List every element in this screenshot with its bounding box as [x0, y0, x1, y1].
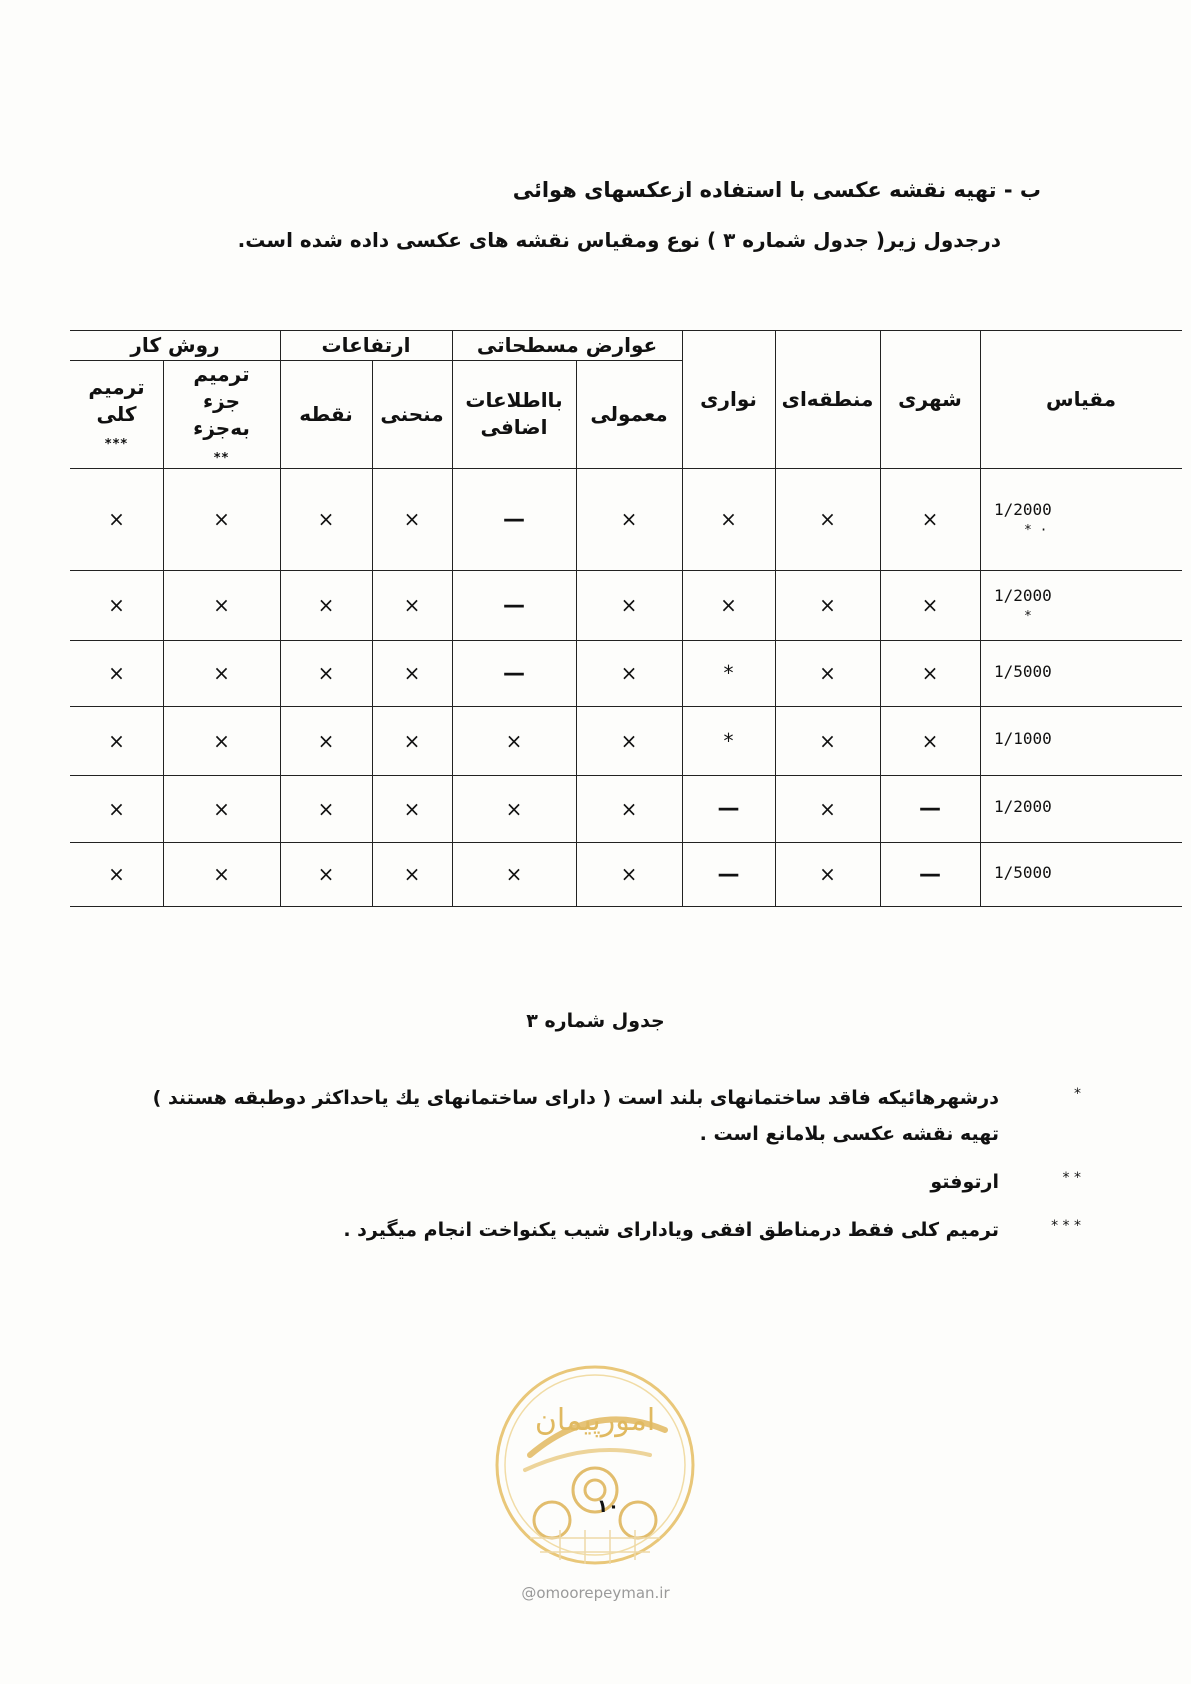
- cell-urban: —: [919, 861, 941, 887]
- cell-strip: —: [717, 796, 740, 821]
- cell-point: ×: [317, 862, 335, 886]
- cell-with-extra-info: ×: [505, 728, 523, 753]
- header-surface-features: عوارض مسطحاتی: [476, 332, 658, 357]
- cell-urban: ×: [921, 728, 939, 753]
- footnote-3: [141, 1212, 1081, 1248]
- cell-partial-correction: ×: [213, 796, 230, 821]
- cell-partial-correction: ×: [213, 862, 230, 886]
- cell-scale: [980, 570, 1182, 640]
- cell-partial-correction: ×: [213, 661, 230, 685]
- cell-partial-correction: ×: [213, 507, 230, 531]
- header-urban: شهری: [898, 386, 962, 411]
- scale-value: 1/2000: [994, 500, 1052, 519]
- footnote-1: [141, 1080, 1081, 1152]
- cell-curve: ×: [403, 862, 421, 886]
- scale-type-table: [70, 330, 1182, 976]
- cell-urban: —: [919, 796, 941, 821]
- cell-urban: ×: [921, 507, 939, 531]
- cell-curve: ×: [403, 661, 421, 685]
- header-partial-correction: [163, 360, 280, 468]
- header-ordinary: معمولی: [590, 401, 668, 426]
- cell-strip: ×: [720, 593, 737, 617]
- cell-regional: ×: [819, 507, 836, 531]
- cell-full-correction: ×: [108, 862, 125, 886]
- page-number: ۱۰: [597, 1496, 619, 1517]
- cell-point: ×: [317, 728, 335, 753]
- scale-note: * ·: [1024, 523, 1048, 538]
- footnotes: [141, 1080, 1081, 1260]
- cell-ordinary: ×: [620, 728, 638, 753]
- header-with-extra-info: بااطلاعات اضافی: [465, 388, 563, 439]
- cell-strip: *: [723, 728, 734, 753]
- header-full-correction-stars: ***: [104, 437, 129, 453]
- scale-value: 1/2000: [994, 797, 1052, 816]
- cell-urban: ×: [921, 661, 939, 685]
- scale-note: *: [1024, 609, 1032, 624]
- cell-curve: ×: [403, 728, 421, 753]
- footnote-2-symbol: * *: [1062, 1170, 1081, 1187]
- cell-ordinary: ×: [620, 507, 638, 531]
- cell-regional: ×: [819, 796, 836, 821]
- cell-regional: ×: [819, 661, 836, 685]
- cell-point: ×: [317, 661, 335, 685]
- header-elevations: ارتفاعات: [321, 332, 411, 357]
- cell-strip: *: [723, 661, 734, 685]
- cell-urban: ×: [921, 593, 939, 617]
- scale-value: 1/2000: [994, 586, 1052, 605]
- cell-with-extra-info: ×: [505, 862, 523, 886]
- cell-point: ×: [317, 593, 335, 617]
- scale-value: 1/5000: [994, 661, 1052, 681]
- cell-scale: [980, 706, 1182, 775]
- header-partial-correction-stars: **: [213, 450, 230, 466]
- cell-with-extra-info: —: [503, 660, 525, 686]
- cell-curve: ×: [403, 796, 421, 821]
- scale-value: 1/5000: [994, 862, 1052, 882]
- cell-ordinary: ×: [620, 661, 638, 685]
- cell-ordinary: ×: [620, 862, 638, 886]
- header-work-method: روش کار: [130, 332, 220, 357]
- header-full-correction-label: ترمیم کلی: [88, 375, 145, 427]
- cell-scale: [980, 640, 1182, 706]
- cell-point: ×: [317, 507, 335, 531]
- seal-text: امورپیمان: [534, 1403, 656, 1438]
- table-caption: جدول شماره ۳: [526, 1010, 665, 1032]
- header-full-correction: [70, 360, 163, 468]
- cell-ordinary: ×: [620, 796, 638, 821]
- header-strip: نواری: [700, 386, 757, 411]
- header-scale: مقیاس: [1045, 386, 1117, 411]
- cell-full-correction: ×: [108, 728, 125, 753]
- cell-curve: ×: [403, 507, 421, 531]
- cell-regional: ×: [819, 728, 836, 753]
- cell-full-correction: ×: [108, 507, 125, 531]
- cell-strip: —: [717, 861, 740, 887]
- watermark-url: @omoorepeyman.ir: [521, 1584, 670, 1602]
- footnote-3-symbol: * * *: [1051, 1218, 1081, 1235]
- footnote-2: [141, 1164, 1081, 1200]
- header-regional: منطقه‌ای: [781, 386, 874, 411]
- cell-point: ×: [317, 796, 335, 821]
- footnote-2-text: ارتوفتو: [930, 1171, 999, 1194]
- cell-ordinary: ×: [620, 593, 638, 617]
- footnote-3-text: ترمیم کلی فقط درمناطق افقی ویادارای شیب یکنواخت انجام میگیرد .: [343, 1219, 999, 1242]
- cell-partial-correction: ×: [213, 728, 230, 753]
- scale-value: 1/1000: [994, 729, 1052, 748]
- section-heading: ب - تهیه نقشه عکسی با استفاده ازعکسهای هوائی: [512, 178, 1041, 202]
- cell-scale: [980, 842, 1182, 906]
- cell-regional: ×: [819, 862, 836, 886]
- cell-full-correction: ×: [108, 661, 125, 685]
- cell-curve: ×: [403, 593, 421, 617]
- cell-full-correction: ×: [108, 796, 125, 821]
- header-curve: منحنی: [380, 401, 444, 426]
- cell-with-extra-info: —: [503, 506, 525, 532]
- footnote-1-text: درشهرهائیکه فاقد ساختمانهای بلند است ( دارای ساختمانهای یك یاحداکثر دوطبقه هستند ) تهیه نقشه عکسی بلامانع است .: [152, 1087, 999, 1146]
- footnote-1-symbol: *: [1074, 1086, 1081, 1102]
- cell-regional: ×: [819, 593, 836, 617]
- cell-partial-correction: ×: [213, 593, 230, 617]
- header-partial-correction-label: ترمیم جزء به‌جزء: [193, 361, 250, 440]
- cell-scale: [980, 468, 1182, 570]
- cell-with-extra-info: —: [503, 592, 525, 618]
- cell-strip: ×: [720, 507, 737, 531]
- header-point: نقطه: [299, 401, 353, 426]
- cell-full-correction: ×: [108, 593, 125, 617]
- seal-logo: [490, 1360, 700, 1570]
- intro-paragraph: درجدول زیر( جدول شماره ۳ ) نوع ومقیاس نقشه های عکسی داده شده است.: [237, 228, 1001, 252]
- cell-with-extra-info: ×: [505, 796, 523, 821]
- cell-scale: [980, 775, 1182, 842]
